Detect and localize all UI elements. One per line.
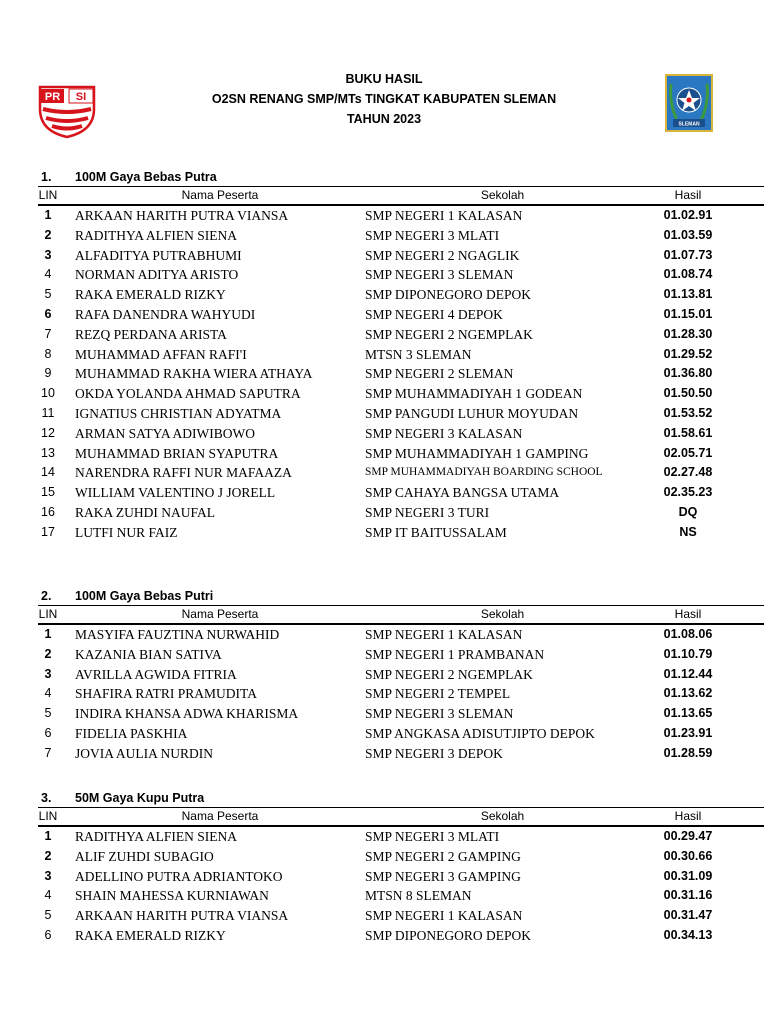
participant-name: RADITHYA ALFIEN SIENA [75, 227, 237, 243]
participant-name: RAKA EMERALD RIZKY [75, 927, 226, 943]
participant-name: SHAIN MAHESSA KURNIAWAN [75, 888, 269, 904]
col-header-name: Nama Peserta [181, 607, 259, 621]
section-title [38, 791, 764, 807]
table-row [38, 867, 764, 887]
results-table [38, 807, 764, 946]
table-header [38, 606, 764, 625]
lane-number: 17 [41, 524, 55, 539]
school-name: SMP NEGERI 2 SLEMAN [365, 366, 514, 382]
result-time: 01.02.91 [663, 208, 713, 222]
lane-number: 5 [44, 287, 52, 302]
result-time: 00.31.47 [663, 908, 713, 923]
result-time: 01.15.01 [663, 306, 713, 321]
lane-number: 4 [44, 686, 52, 701]
lane-number: 6 [44, 725, 52, 740]
participant-name: RADITHYA ALFIEN SIENA [75, 829, 237, 844]
sleman-emblem-text: SLEMAN [678, 121, 700, 128]
result-section-3 [38, 791, 764, 946]
result-time: 01.08.74 [663, 267, 713, 282]
lane-number: 4 [44, 888, 52, 903]
participant-name: NARENDRA RAFFI NUR MAFAAZA [75, 465, 292, 481]
lane-number: 2 [44, 848, 52, 863]
participant-name: INDIRA KHANSA ADWA KHARISMA [75, 706, 299, 722]
table-row [38, 704, 764, 724]
lane-number: 6 [44, 927, 52, 942]
participant-name: KAZANIA BIAN SATIVA [75, 646, 222, 662]
participant-name: SHAFIRA RATRI PRAMUDITA [75, 686, 257, 702]
school-name: SMP IT BAITUSSALAM [365, 524, 507, 540]
section-number: 1. [41, 170, 52, 184]
lane-number: 8 [44, 346, 52, 361]
school-name: SMP NEGERI 1 PRAMBANAN [365, 646, 545, 662]
col-header-name: Nama Peserta [181, 809, 259, 823]
participant-name: NORMAN ADITYA ARISTO [75, 267, 239, 283]
table-row [38, 364, 764, 384]
result-time: 01.28.59 [663, 745, 713, 760]
table-row [38, 645, 764, 665]
col-header-result: Hasil [674, 188, 702, 202]
result-time: 01.10.79 [663, 646, 713, 661]
school-name: SMP DIPONEGORO DEPOK [365, 287, 532, 303]
participant-name: RAKA EMERALD RIZKY [75, 287, 226, 303]
participant-name: FIDELIA PASKHIA [75, 725, 188, 741]
lane-number: 12 [41, 425, 55, 440]
section-title [38, 170, 764, 186]
school-name: SMP ANGKASA ADISUTJIPTO DEPOK [365, 725, 595, 741]
school-name: SMP NEGERI 3 SLEMAN [365, 706, 514, 722]
participant-name: MUHAMMAD AFFAN RAFI'I [75, 346, 247, 362]
lane-number: 3 [44, 666, 52, 681]
result-time: 01.36.80 [663, 366, 713, 381]
prsi-logo-text-2: SI [75, 91, 87, 103]
participant-name: RAFA DANENDRA WAHYUDI [75, 306, 256, 322]
col-header-result: Hasil [674, 809, 702, 823]
school-name: MTSN 8 SLEMAN [365, 888, 472, 904]
result-time: 00.29.47 [663, 829, 713, 843]
participant-name: ARKAAN HARITH PUTRA VIANSA [75, 908, 289, 924]
table-row [38, 744, 764, 764]
result-time: 01.23.91 [663, 725, 713, 740]
participant-name: WILLIAM VALENTINO J JORELL [75, 485, 276, 501]
table-row [38, 827, 764, 847]
table-row [38, 384, 764, 404]
participant-name: JOVIA AULIA NURDIN [75, 745, 213, 761]
lane-number: 15 [41, 485, 55, 500]
table-row [38, 404, 764, 424]
lane-number: 16 [41, 504, 55, 519]
table-row [38, 444, 764, 464]
table-row [38, 325, 764, 345]
school-name: SMP NEGERI 2 TEMPEL [365, 686, 511, 702]
col-header-lin: LIN [38, 809, 58, 823]
table-row [38, 847, 764, 867]
school-name: SMP NEGERI 1 KALASAN [365, 627, 523, 642]
result-time: 00.31.16 [663, 888, 713, 903]
lane-number: 7 [44, 745, 52, 760]
section-number: 2. [41, 589, 52, 603]
school-name: SMP MUHAMMADIYAH BOARDING SCHOOL [365, 466, 603, 479]
school-name: SMP NEGERI 3 SLEMAN [365, 267, 514, 283]
col-header-school: Sekolah [480, 809, 525, 823]
section-name: 100M Gaya Bebas Putri [75, 589, 214, 603]
table-header [38, 187, 764, 206]
col-header-lin: LIN [38, 607, 58, 621]
table-row [38, 483, 764, 503]
result-time: 01.50.50 [663, 386, 713, 401]
school-name: SMP NEGERI 3 GAMPING [365, 868, 521, 884]
lane-number: 10 [41, 386, 55, 401]
year-title: TAHUN 2023 [346, 112, 422, 126]
school-name: SMP NEGERI 3 KALASAN [365, 425, 523, 441]
participant-name: ARKAAN HARITH PUTRA VIANSA [75, 208, 289, 223]
result-time: 01.08.06 [663, 627, 713, 641]
lane-number: 3 [44, 868, 52, 883]
school-name: SMP CAHAYA BANGSA UTAMA [365, 485, 560, 501]
results-table [38, 186, 764, 543]
table-row [38, 523, 764, 543]
lane-number: 1 [44, 829, 52, 843]
result-time: 02.27.48 [663, 465, 713, 480]
table-row [38, 246, 764, 266]
participant-name: REZQ PERDANA ARISTA [75, 326, 227, 342]
lane-number: 4 [44, 267, 52, 282]
result-time: NS [679, 524, 697, 539]
table-row [38, 665, 764, 685]
participant-name: ALIF ZUHDI SUBAGIO [75, 848, 214, 864]
result-time: 02.05.71 [663, 445, 713, 460]
lane-number: 1 [44, 208, 52, 222]
result-time: 00.34.13 [663, 927, 713, 942]
col-header-school: Sekolah [480, 607, 525, 621]
col-header-name: Nama Peserta [181, 188, 259, 202]
result-time: 01.12.44 [663, 666, 713, 681]
participant-name: IGNATIUS CHRISTIAN ADYATMA [75, 405, 282, 421]
result-time: DQ [678, 504, 698, 519]
lane-number: 2 [44, 227, 52, 242]
col-header-lin: LIN [38, 188, 58, 202]
table-row [38, 265, 764, 285]
table-row [38, 424, 764, 444]
school-name: SMP NEGERI 2 NGAGLIK [365, 247, 520, 263]
lane-number: 9 [44, 366, 52, 381]
participant-name: ARMAN SATYA ADIWIBOWO [75, 425, 256, 441]
section-name: 50M Gaya Kupu Putra [75, 791, 205, 805]
table-row [38, 285, 764, 305]
result-time: 01.29.52 [663, 346, 713, 361]
section-name: 100M Gaya Bebas Putra [75, 170, 217, 184]
participant-name: MASYIFA FAUZTINA NURWAHID [75, 627, 280, 642]
section-number: 3. [41, 791, 52, 805]
table-row [38, 463, 764, 483]
participant-name: OKDA YOLANDA AHMAD SAPUTRA [75, 386, 301, 402]
lane-number: 11 [41, 405, 55, 420]
result-time: 01.13.62 [663, 686, 713, 701]
table-row [38, 305, 764, 325]
result-time: 01.13.65 [663, 706, 713, 721]
lane-number: 13 [41, 445, 55, 460]
table-row [38, 906, 764, 926]
school-name: MTSN 3 SLEMAN [365, 346, 472, 362]
participant-name: MUHAMMAD BRIAN SYAPUTRA [75, 445, 279, 461]
section-title [38, 589, 764, 605]
table-row [38, 926, 764, 946]
school-name: SMP NEGERI 2 GAMPING [365, 848, 521, 864]
result-time: 00.30.66 [663, 848, 713, 863]
lane-number: 7 [44, 326, 52, 341]
result-time: 01.07.73 [663, 247, 713, 262]
participant-name: RAKA ZUHDI NAUFAL [75, 504, 215, 520]
lane-number: 2 [44, 646, 52, 661]
results-table [38, 605, 764, 764]
lane-number: 5 [44, 706, 52, 721]
result-time: 01.58.61 [663, 425, 713, 440]
school-name: SMP DIPONEGORO DEPOK [365, 927, 532, 943]
school-name: SMP NEGERI 3 MLATI [365, 829, 500, 844]
lane-number: 14 [41, 465, 55, 480]
table-row [38, 886, 764, 906]
school-name: SMP MUHAMMADIYAH 1 GAMPING [365, 445, 589, 461]
lane-number: 5 [44, 908, 52, 923]
table-row [38, 684, 764, 704]
table-row [38, 503, 764, 523]
doc-title: BUKU HASIL [345, 72, 423, 86]
table-row [38, 226, 764, 246]
participant-name: MUHAMMAD RAKHA WIERA ATHAYA [75, 366, 313, 382]
table-header [38, 808, 764, 827]
participant-name: ADELLINO PUTRA ADRIANTOKO [75, 868, 283, 884]
result-section-2 [38, 589, 764, 764]
lane-number: 1 [44, 627, 52, 641]
school-name: SMP NEGERI 2 NGEMPLAK [365, 326, 533, 342]
result-time: 01.03.59 [663, 227, 713, 242]
school-name: SMP PANGUDI LUHUR MOYUDAN [365, 405, 579, 421]
school-name: SMP NEGERI 1 KALASAN [365, 908, 523, 924]
table-row [38, 345, 764, 365]
table-row [38, 625, 764, 645]
prsi-logo-text-1: PR [44, 91, 61, 103]
lane-number: 6 [44, 306, 52, 321]
result-time: 01.53.52 [663, 405, 713, 420]
result-time: 01.13.81 [663, 287, 713, 302]
school-name: SMP MUHAMMADIYAH 1 GODEAN [365, 386, 583, 402]
table-row [38, 724, 764, 744]
school-name: SMP NEGERI 4 DEPOK [365, 306, 503, 322]
result-section-1 [38, 170, 764, 543]
col-header-result: Hasil [674, 607, 702, 621]
school-name: SMP NEGERI 3 TURI [365, 504, 490, 520]
lane-number: 3 [44, 247, 52, 262]
result-time: 00.31.09 [663, 868, 713, 883]
school-name: SMP NEGERI 1 KALASAN [365, 208, 523, 223]
result-time: 01.28.30 [663, 326, 713, 341]
table-row [38, 206, 764, 226]
school-name: SMP NEGERI 3 MLATI [365, 227, 500, 243]
participant-name: LUTFI NUR FAIZ [75, 524, 178, 540]
participant-name: ALFADITYA PUTRABHUMI [75, 247, 242, 263]
result-time: 02.35.23 [663, 485, 713, 500]
participant-name: AVRILLA AGWIDA FITRIA [75, 666, 237, 682]
event-title: O2SN RENANG SMP/MTs TINGKAT KABUPATEN SLEMAN [211, 92, 557, 106]
school-name: SMP NEGERI 2 NGEMPLAK [365, 666, 533, 682]
school-name: SMP NEGERI 3 DEPOK [365, 745, 503, 761]
col-header-school: Sekolah [480, 188, 525, 202]
